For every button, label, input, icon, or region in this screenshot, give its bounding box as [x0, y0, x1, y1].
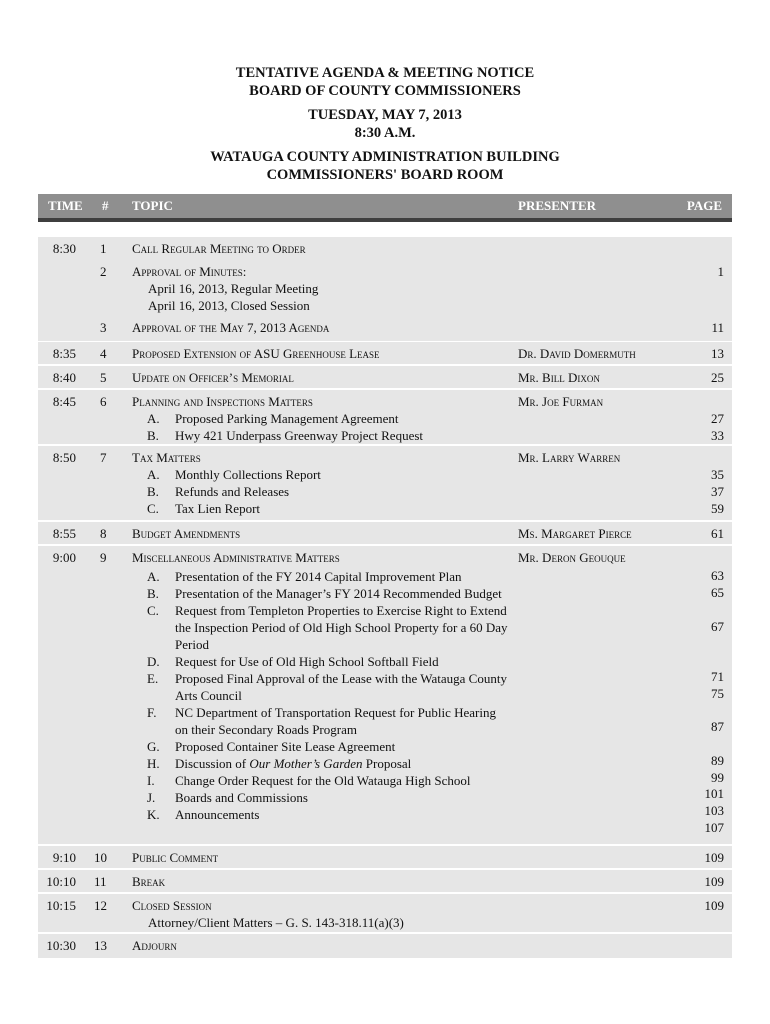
item-number: 7 — [100, 450, 107, 465]
subitem-page: 75 — [711, 686, 724, 701]
item-number: 2 — [100, 264, 107, 279]
subitem-letter: F. — [147, 705, 157, 720]
subitem-letter: C. — [147, 501, 159, 516]
item-number: 11 — [94, 874, 107, 889]
meeting-building: WATAUGA COUNTY ADMINISTRATION BUILDING — [210, 149, 560, 165]
subitem-text-emphasis: Our Mother’s Garden — [249, 756, 363, 771]
subitem-page: 67 — [711, 619, 724, 634]
subitem — [132, 806, 512, 823]
item-topic-block — [132, 263, 512, 314]
item-presenter: Mr. Bill Dixon — [518, 370, 600, 385]
item-time: 10:15 — [46, 898, 76, 913]
item-presenter: Mr. Deron Geouque — [518, 550, 626, 565]
subitem-page: 71 — [711, 669, 724, 684]
item-topic-block — [132, 897, 512, 931]
subitem-letter: I. — [147, 773, 155, 788]
subitem-page: 89 — [711, 753, 724, 768]
item-time: 9:00 — [52, 550, 76, 565]
subitem-page: 99 — [711, 770, 724, 785]
subitem-page: 65 — [711, 585, 724, 600]
board-name: BOARD OF COUNTY COMMISSIONERS — [249, 83, 521, 99]
subitem-text: NC Department of Transportation Request for Public Hearing on their Secondary Roads Program — [175, 705, 496, 737]
item-topic: Closed Session — [132, 898, 212, 913]
item-page: 109 — [704, 898, 724, 913]
item-topic: Call Regular Meeting to Order — [132, 241, 306, 256]
column-topic: TOPIC — [132, 198, 173, 213]
subitem-text: Presentation of the FY 2014 Capital Improvement Plan — [175, 569, 462, 584]
subitem-letter: B. — [147, 484, 159, 499]
item-topic-block — [132, 393, 512, 444]
subitem-page: 101 — [704, 786, 724, 801]
item-time: 8:50 — [52, 450, 76, 465]
item-topic: Planning and Inspections Matters — [132, 394, 313, 409]
item-page: 11 — [711, 320, 724, 335]
subitem — [132, 670, 512, 704]
item-number: 3 — [100, 320, 107, 335]
subitem-page: 35 — [711, 467, 724, 482]
subitem-page: 59 — [711, 501, 724, 516]
agenda-item-8 — [38, 522, 732, 544]
agenda-item-13 — [38, 934, 732, 958]
item-number: 6 — [100, 394, 107, 409]
item-topic-block — [132, 549, 512, 823]
item-topic: Break — [132, 874, 166, 889]
item-page: 1 — [717, 264, 724, 279]
item-subline: Attorney/Client Matters – G. S. 143-318.11(a)(3) — [148, 915, 404, 930]
subitem-letter: C. — [147, 603, 159, 618]
meeting-date: TUESDAY, MAY 7, 2013 — [308, 107, 462, 123]
item-topic: Miscellaneous Administrative Matters — [132, 550, 340, 565]
column-time: TIME — [48, 198, 83, 213]
item-subline: April 16, 2013, Regular Meeting — [148, 281, 319, 296]
subitem-letter: G. — [147, 739, 160, 754]
subitem-text: Change Order Request for the Old Watauga High School — [175, 773, 471, 788]
subitem-page: 103 — [704, 803, 724, 818]
item-number: 9 — [100, 550, 107, 565]
item-presenter: Mr. Larry Warren — [518, 450, 621, 465]
item-topic: Tax Matters — [132, 450, 201, 465]
subitem-letter: E. — [147, 671, 159, 686]
subitem-page: 63 — [711, 568, 724, 583]
subitem — [132, 410, 512, 427]
subitem-page: 33 — [711, 428, 724, 443]
item-topic: Approval of the May 7, 2013 Agenda — [132, 320, 330, 335]
agenda-item-4 — [38, 342, 732, 364]
agenda-title: TENTATIVE AGENDA & MEETING NOTICE — [235, 65, 535, 81]
item-pages — [711, 449, 724, 517]
item-topic: Update on Officer’s Memorial — [132, 370, 294, 385]
subitem-text: Proposed Final Approval of the Lease with the Watauga County Arts Council — [175, 671, 507, 703]
item-number: 8 — [100, 526, 107, 541]
subitem-page: 87 — [711, 719, 724, 734]
item-time: 8:55 — [52, 526, 76, 541]
agenda-block-1-3 — [38, 237, 732, 341]
item-page: 13 — [711, 346, 724, 361]
subitem-text: Request from Templeton Properties to Exercise Right to Extend the Inspection Period of Old High School Property for a 60 Day Period — [175, 603, 508, 652]
item-time: 8:35 — [52, 346, 76, 361]
item-time: 8:40 — [52, 370, 76, 385]
subitem — [132, 789, 512, 806]
agenda-item-11 — [38, 870, 732, 892]
item-page: 109 — [704, 850, 724, 865]
item-page: 25 — [711, 370, 724, 385]
item-pages — [711, 393, 724, 444]
item-number: 13 — [94, 938, 107, 953]
agenda-item-6 — [38, 390, 732, 444]
subitem — [132, 483, 512, 500]
agenda-column-header — [38, 194, 732, 218]
item-time: 9:10 — [52, 850, 76, 865]
subitem-text: Proposal — [362, 756, 412, 771]
subitem-letter: A. — [147, 411, 160, 426]
subitem-letter: H. — [147, 756, 160, 771]
item-number: 5 — [100, 370, 107, 385]
column-page: PAGE — [686, 198, 722, 213]
subitem-letter: A. — [147, 569, 160, 584]
subitem — [132, 772, 512, 789]
meeting-room: COMMISSIONERS' BOARD ROOM — [266, 167, 504, 183]
item-page: 109 — [704, 874, 724, 889]
item-time: 8:30 — [52, 241, 76, 256]
subitem-letter: D. — [147, 654, 160, 669]
subitem-text: Refunds and Releases — [175, 484, 290, 499]
subitem — [132, 738, 512, 755]
item-presenter: Dr. David Domermuth — [518, 346, 636, 361]
agenda-item-10 — [38, 846, 732, 868]
header-rule — [38, 218, 732, 222]
subitem — [132, 568, 512, 585]
item-presenter: Mr. Joe Furman — [518, 394, 604, 409]
item-number: 10 — [94, 850, 107, 865]
item-topic: Proposed Extension of ASU Greenhouse Lease — [132, 346, 380, 361]
subitem-text: Request for Use of Old High School Softball Field — [175, 654, 439, 669]
subitem — [132, 585, 512, 602]
subitem-text: Proposed Container Site Lease Agreement — [175, 739, 396, 754]
subitem-text: Hwy 421 Underpass Greenway Project Request — [175, 428, 424, 443]
item-topic: Public Comment — [132, 850, 219, 865]
item-number: 1 — [100, 241, 107, 256]
subitem-text: Proposed Parking Management Agreement — [175, 411, 399, 426]
subitem — [132, 500, 512, 517]
agenda-header — [0, 64, 770, 184]
agenda-item-12 — [38, 894, 732, 932]
subitem-text: Discussion of — [175, 756, 250, 771]
column-number: # — [102, 198, 109, 213]
subitem-text: Announcements — [175, 807, 260, 822]
subitem-letter: B. — [147, 428, 159, 443]
agenda-item-9 — [38, 546, 732, 844]
subitem — [132, 653, 512, 670]
subitem-letter: J. — [147, 790, 156, 805]
agenda-item-5 — [38, 366, 732, 388]
item-topic: Approval of Minutes: — [132, 264, 247, 279]
agenda-item-7 — [38, 446, 732, 520]
subitem-page: 27 — [711, 411, 724, 426]
subitem-text: Tax Lien Report — [175, 501, 261, 516]
subitem-letter: A. — [147, 467, 160, 482]
subitem-text: Boards and Commissions — [175, 790, 308, 805]
item-number: 12 — [94, 898, 107, 913]
item-time: 8:45 — [52, 394, 76, 409]
subitem — [132, 466, 512, 483]
item-time: 10:10 — [46, 874, 76, 889]
item-subline: April 16, 2013, Closed Session — [148, 298, 310, 313]
subitem-page: 37 — [711, 484, 724, 499]
item-page: 61 — [711, 526, 724, 541]
subitem-page: 107 — [704, 820, 724, 835]
subitem — [132, 427, 512, 444]
item-presenter: Ms. Margaret Pierce — [518, 526, 632, 541]
subitem-letter: K. — [147, 807, 160, 822]
subitem — [132, 602, 512, 653]
subitem-text: Presentation of the Manager’s FY 2014 Recommended Budget — [175, 586, 502, 601]
meeting-time: 8:30 A.M. — [354, 125, 416, 141]
subitem — [132, 755, 512, 772]
subitem-letter: B. — [147, 586, 159, 601]
subitem-text: Monthly Collections Report — [175, 467, 321, 482]
item-topic-block — [132, 449, 512, 517]
item-number: 4 — [100, 346, 107, 361]
subitem — [132, 704, 512, 738]
item-topic: Adjourn — [132, 938, 177, 953]
item-topic: Budget Amendments — [132, 526, 241, 541]
item-time: 10:30 — [46, 938, 76, 953]
column-presenter: PRESENTER — [518, 198, 597, 213]
